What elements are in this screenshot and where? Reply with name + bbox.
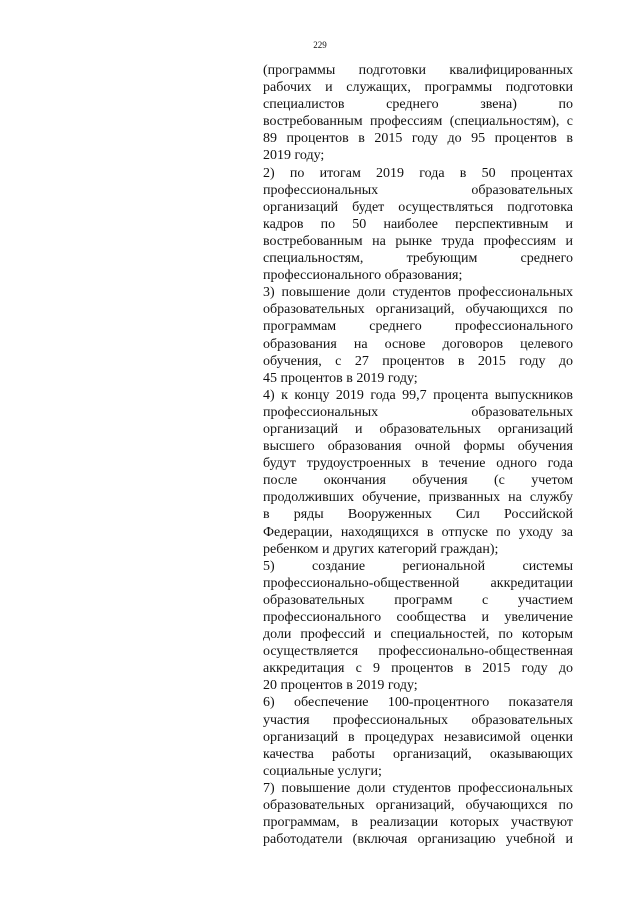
text-line: профессиональных образовательных [263,182,573,198]
text-line: работодатели (включая организацию учебной и [263,832,573,848]
text-line: профессиональных образовательных [263,404,573,420]
text-line: качества работы организаций, оказывающих [263,746,573,762]
text-line: профессионального сообщества и увеличение [263,610,573,625]
text-line: 20 процентов в 2019 году; [263,678,418,694]
text-line: Федерации, находящихся в отпуске по уходу за [263,524,573,540]
text-line: 7) повышение доли студентов профессиональных [263,780,573,796]
text-line: организаций в процедурах независимой оценки [263,729,573,745]
text-line: образовательных организаций, обучающихся по [263,798,573,814]
text-line: программам, в реализации которых участвуют [263,815,573,831]
page-number: 229 [313,40,327,50]
text-line: программам среднего профессионального [263,319,573,335]
text-line: 2) по итогам 2019 года в 50 процентах [263,165,573,181]
text-line: (программы подготовки квалифицированных [263,63,573,78]
text-line: 3) повышение доли студентов профессиональных [263,285,573,301]
document-body [263,62,573,848]
text-line: 6) обеспечение 100-процентного показателя [263,695,573,711]
text-line: будут трудоустроенных в течение одного года [263,456,573,472]
text-line: высшего образования очной формы обучения [263,439,573,455]
text-line: рабочих и служащих, программы подготовки [263,80,573,96]
text-line: участия профессиональных образовательных [263,712,573,728]
text-line: 45 процентов в 2019 году; [263,370,418,386]
text-line: востребованным на рынке труда профессиям и [263,233,573,249]
text-line: 4) к концу 2019 года 99,7 процента выпускников [263,387,573,403]
text-line: образовательных организаций, обучающихся по [263,302,573,318]
text-line: профессионального образования; [263,268,463,284]
text-line: организаций и образовательных организаций [263,421,573,437]
text-line: специальностям, требующим среднего [263,251,573,267]
text-line: доли профессий и специальностей, по которым [263,627,573,643]
text-line: 89 процентов в 2015 году до 95 процентов в [263,131,573,147]
text-line: после окончания обучения (с учетом [263,473,573,489]
text-line: продолживших обучение, призванных на службу [263,490,573,506]
text-line: 2019 году; [263,148,325,164]
text-line: специалистов среднего звена) по [263,97,573,113]
text-line: профессионально-общественной аккредитации [263,575,573,591]
text-line: 5) создание региональной системы [263,558,573,574]
text-line: осуществляется профессионально-общественная [263,644,573,660]
text-line: востребованным профессиям (специальностям), с [263,114,573,130]
text-line: в ряды Вооруженных Сил Российской [263,507,573,523]
text-line: организаций будет осуществляться подготовка [263,199,573,215]
text-line: образования на основе договоров целевого [263,336,573,352]
text-line: аккредитация с 9 процентов в 2015 году до [263,661,573,677]
text-line: социальные услуги; [263,763,382,779]
text-line: обучения, с 27 процентов в 2015 году до [263,353,573,369]
text-line: кадров по 50 наиболее перспективным и [263,216,573,232]
text-line: образовательных программ с участием [263,592,573,608]
text-line: ребенком и других категорий граждан); [263,541,499,557]
